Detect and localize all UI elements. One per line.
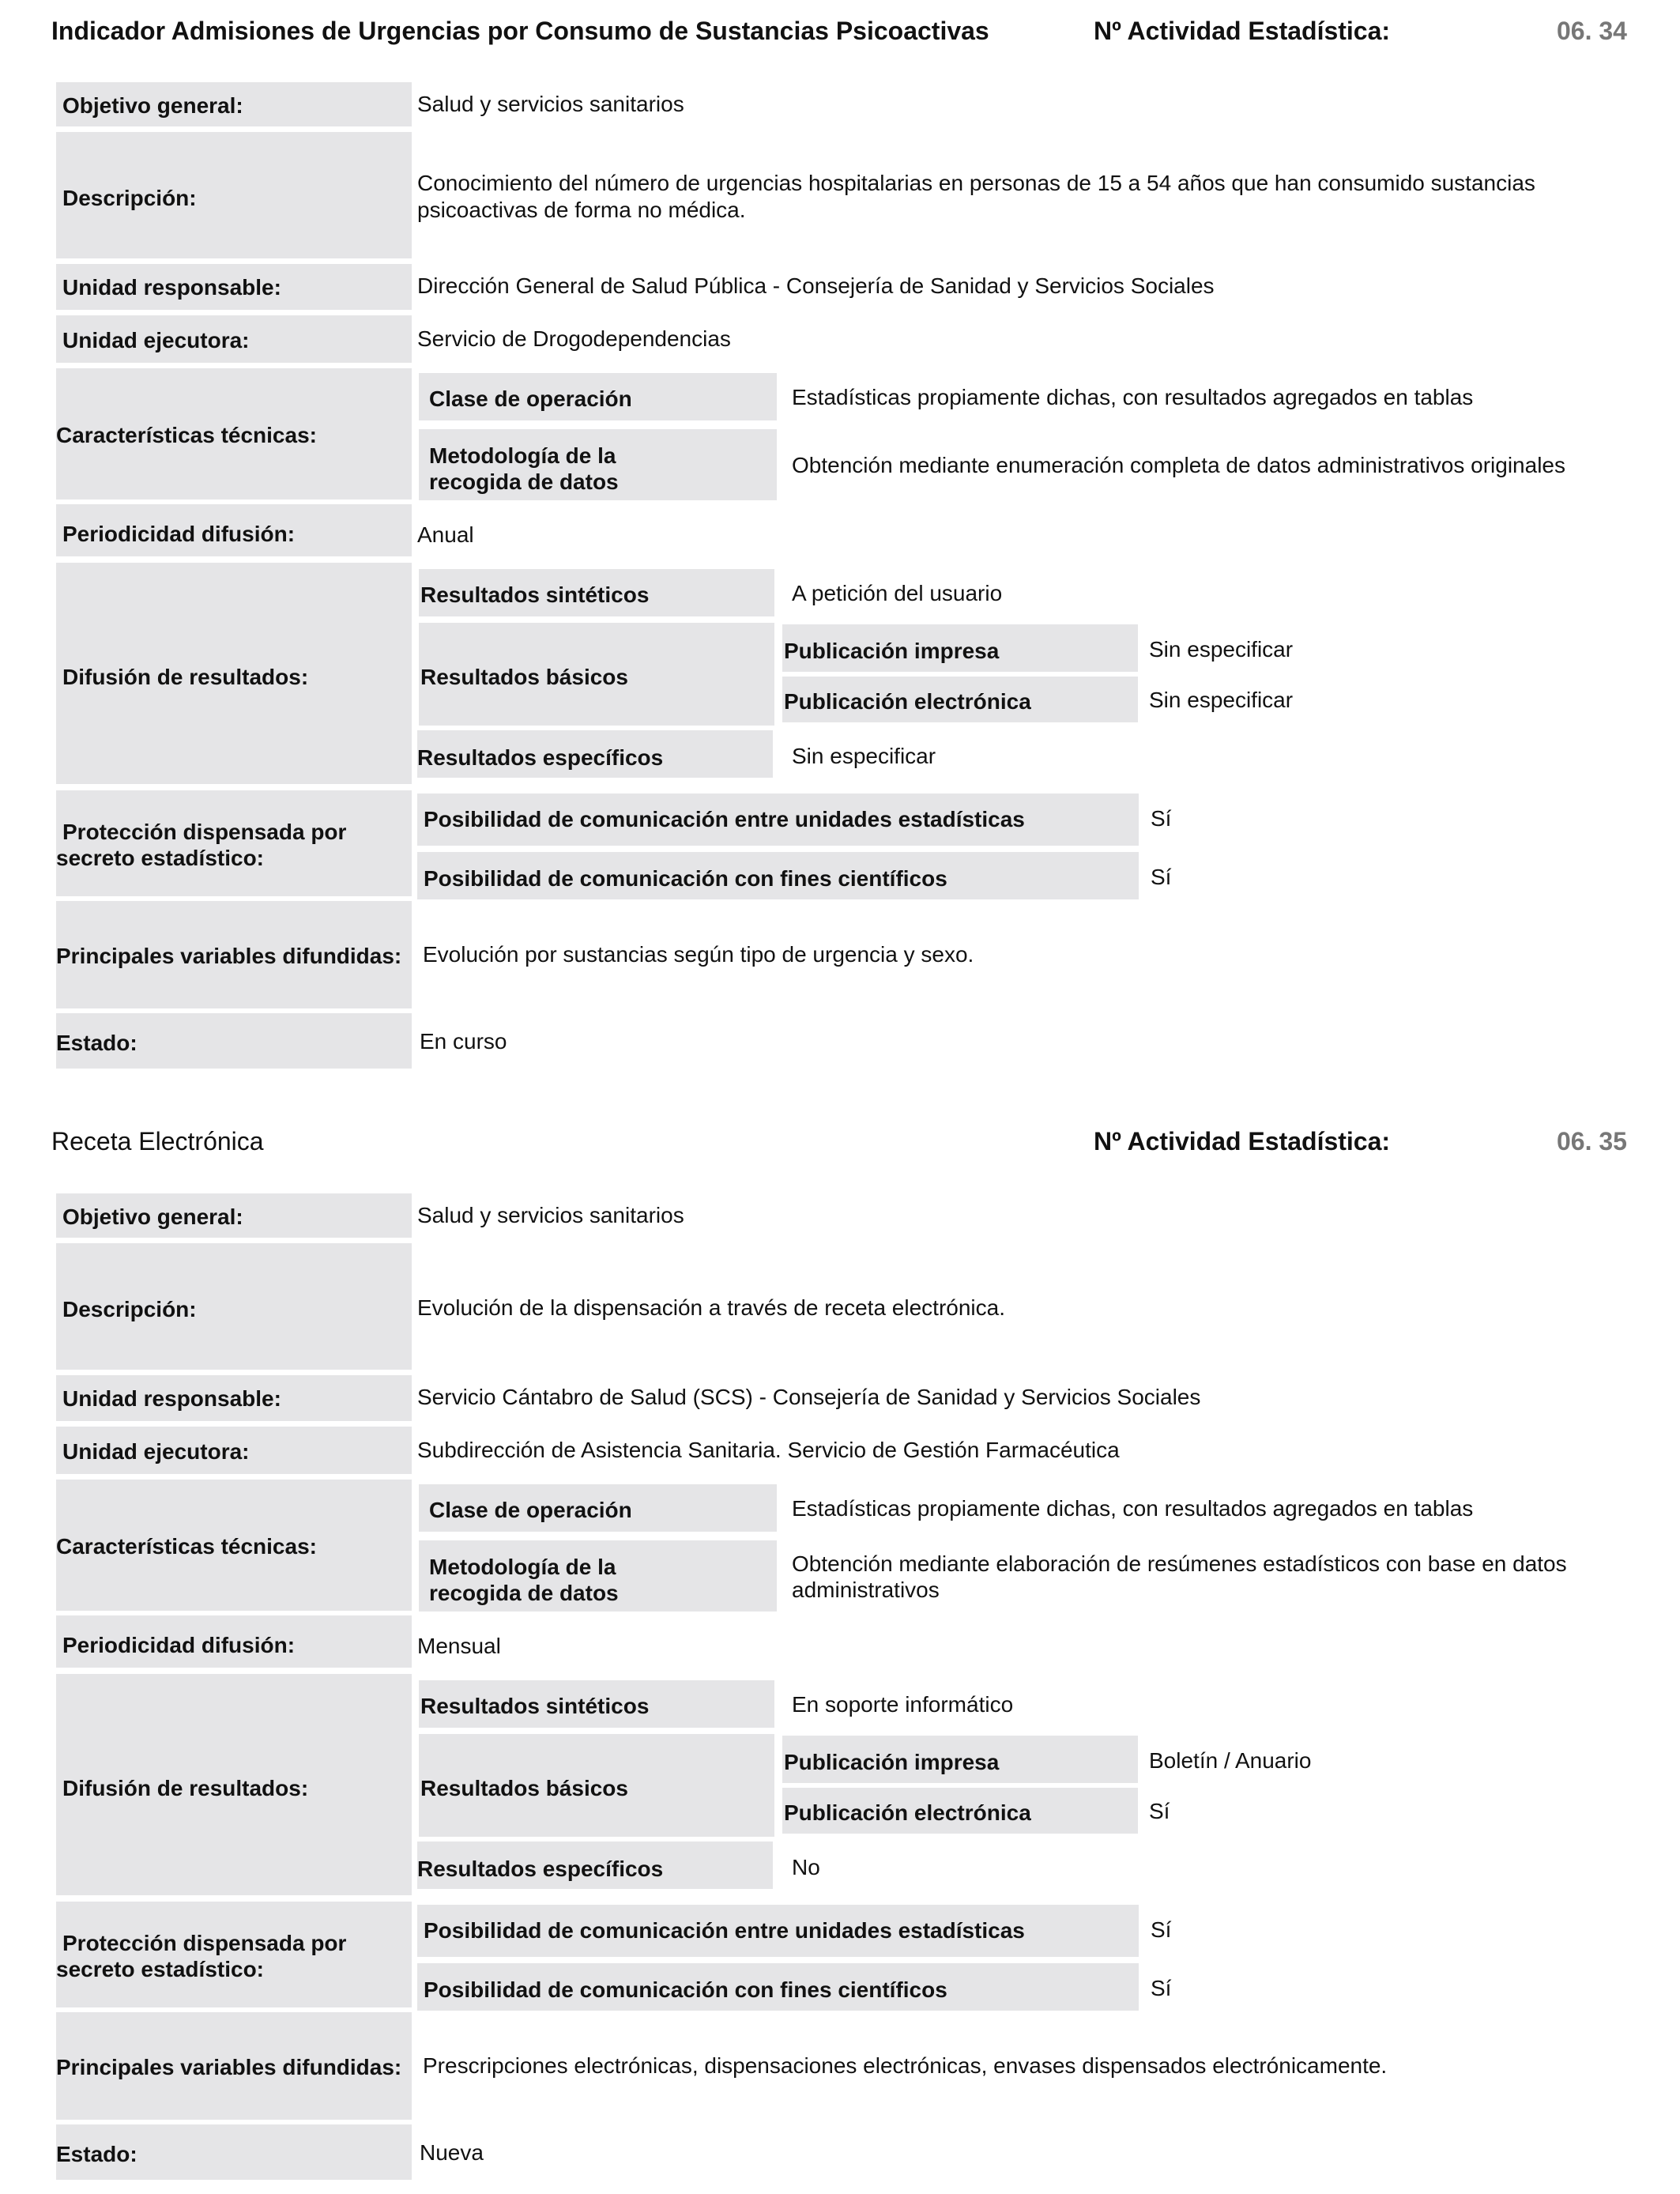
label-estado: Estado: (56, 2142, 137, 2166)
value-clase: Estadísticas propiamente dichas, con resultados agregados en tablas (792, 1496, 1474, 1521)
label-basicos: Resultados básicos (420, 1776, 628, 1800)
label-difusion: Difusión de resultados: (62, 1776, 309, 1800)
value-com-cientificos: Sí (1151, 1976, 1172, 2000)
label-metodologia-line1: Metodología de la (429, 1555, 616, 1579)
activity-number-label: Nº Actividad Estadística: (1094, 1127, 1391, 1155)
label-periodicidad: Periodicidad difusión: (62, 1633, 296, 1657)
value-variables: Prescripciones electrónicas, dispensaciones electrónicas, envases dispensados electrónicamente. (423, 2053, 1388, 2078)
value-estado: En curso (420, 1029, 507, 1054)
label-com-cientificos: Posibilidad de comunicación con fines científicos (424, 1977, 947, 2002)
label-objetivo: Objetivo general: (62, 93, 243, 118)
section-title: Receta Electrónica (51, 1127, 264, 1155)
value-com-unidades: Sí (1151, 1917, 1172, 1942)
value-especificos: Sin especificar (792, 744, 936, 768)
label-proteccion-line2: secreto estadístico: (56, 1957, 264, 1981)
activity-number: 06. 35 (1557, 1127, 1627, 1155)
value-metodologia-line1: Obtención mediante enumeración completa de datos administrativos originales (792, 453, 1565, 477)
label-proteccion-line1: Protección dispensada por (62, 1931, 347, 1955)
label-electronica: Publicación electrónica (784, 1800, 1031, 1825)
value-sinteticos: En soporte informático (792, 1692, 1014, 1717)
value-objetivo: Salud y servicios sanitarios (417, 92, 684, 116)
value-unidad-responsable: Dirección General de Salud Pública - Consejería de Sanidad y Servicios Sociales (417, 273, 1215, 298)
value-objetivo: Salud y servicios sanitarios (417, 1203, 684, 1227)
label-periodicidad: Periodicidad difusión: (62, 522, 296, 546)
label-difusion: Difusión de resultados: (62, 665, 309, 689)
label-impresa: Publicación impresa (784, 1750, 1000, 1774)
value-variables: Evolución por sustancias según tipo de urgencia y sexo. (423, 942, 974, 967)
value-periodicidad: Mensual (417, 1634, 501, 1658)
value-unidad-ejecutora: Subdirección de Asistencia Sanitaria. Servicio de Gestión Farmacéutica (417, 1438, 1120, 1462)
activity-number: 06. 34 (1557, 17, 1627, 45)
label-variables: Principales variables difundidas: (56, 2055, 402, 2079)
label-caracteristicas: Características técnicas: (56, 423, 317, 447)
value-com-unidades: Sí (1151, 806, 1172, 831)
value-impresa: Boletín / Anuario (1149, 1748, 1312, 1773)
value-electronica: Sí (1149, 1799, 1170, 1823)
label-descripcion: Descripción: (62, 1297, 197, 1321)
label-metodologia-line2: recogida de datos (429, 1581, 619, 1605)
value-electronica: Sin especificar (1149, 688, 1294, 712)
label-metodologia-line2: recogida de datos (429, 469, 619, 494)
label-objetivo: Objetivo general: (62, 1204, 243, 1229)
label-caracteristicas: Características técnicas: (56, 1534, 317, 1559)
label-com-cientificos: Posibilidad de comunicación con fines científicos (424, 866, 947, 891)
activity-number-label: Nº Actividad Estadística: (1094, 17, 1391, 45)
value-periodicidad: Anual (417, 522, 474, 547)
label-estado: Estado: (56, 1031, 137, 1055)
label-clase: Clase de operación (429, 1498, 632, 1522)
value-descripcion-line1: Conocimiento del número de urgencias hospitalarias en personas de 15 a 54 años que han consumido sustancias (417, 171, 1535, 195)
value-impresa: Sin especificar (1149, 637, 1294, 662)
value-sinteticos: A petición del usuario (792, 581, 1003, 605)
section-title: Indicador Admisiones de Urgencias por Consumo de Sustancias Psicoactivas (51, 17, 989, 45)
label-sinteticos: Resultados sintéticos (420, 1694, 650, 1718)
value-com-cientificos: Sí (1151, 865, 1172, 889)
value-estado: Nueva (420, 2140, 484, 2165)
value-unidad-ejecutora: Servicio de Drogodependencias (417, 326, 731, 351)
label-com-unidades: Posibilidad de comunicación entre unidades estadísticas (424, 807, 1025, 831)
label-unidad-responsable: Unidad responsable: (62, 275, 281, 300)
label-com-unidades: Posibilidad de comunicación entre unidades estadísticas (424, 1918, 1025, 1943)
value-descripcion-line1: Evolución de la dispensación a través de receta electrónica. (417, 1295, 1005, 1320)
label-clase: Clase de operación (429, 386, 632, 411)
label-electronica: Publicación electrónica (784, 689, 1031, 714)
value-metodologia-line1: Obtención mediante elaboración de resúmenes estadísticos con base en datos (792, 1551, 1567, 1576)
label-impresa: Publicación impresa (784, 639, 1000, 663)
label-descripcion: Descripción: (62, 186, 197, 210)
value-unidad-responsable: Servicio Cántabro de Salud (SCS) - Consejería de Sanidad y Servicios Sociales (417, 1385, 1201, 1409)
label-especificos: Resultados específicos (417, 745, 664, 770)
value-clase: Estadísticas propiamente dichas, con resultados agregados en tablas (792, 385, 1474, 409)
label-unidad-responsable: Unidad responsable: (62, 1386, 281, 1411)
label-basicos: Resultados básicos (420, 665, 628, 689)
label-proteccion-line1: Protección dispensada por (62, 820, 347, 844)
label-unidad-ejecutora: Unidad ejecutora: (62, 1439, 250, 1464)
label-unidad-ejecutora: Unidad ejecutora: (62, 328, 250, 352)
value-descripcion-line2: psicoactivas de forma no médica. (417, 198, 746, 222)
label-sinteticos: Resultados sintéticos (420, 582, 650, 607)
label-proteccion-line2: secreto estadístico: (56, 846, 264, 870)
value-metodologia-line2: administrativos (792, 1578, 940, 1602)
label-metodologia-line1: Metodología de la (429, 443, 616, 468)
label-especificos: Resultados específicos (417, 1857, 664, 1881)
label-variables: Principales variables difundidas: (56, 944, 402, 968)
value-especificos: No (792, 1855, 820, 1879)
